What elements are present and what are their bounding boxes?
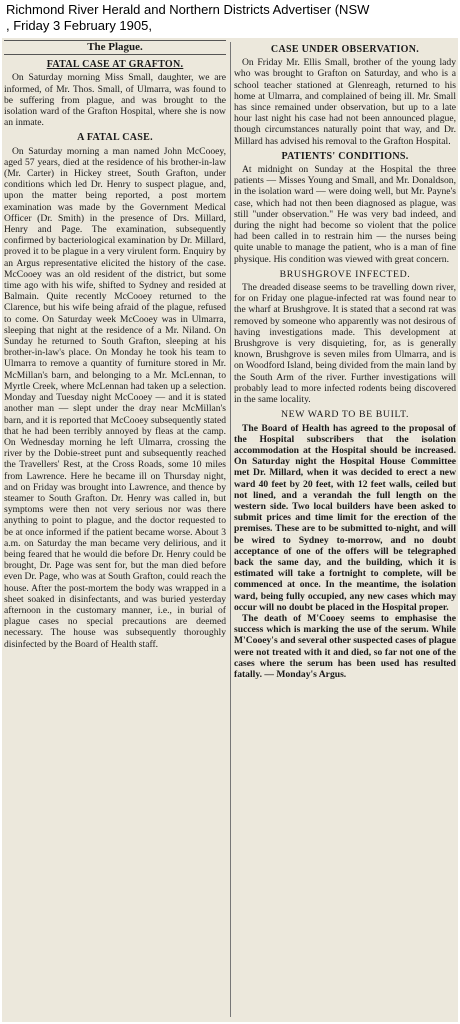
paragraph-new-ward: The Board of Health has agreed to the proposal of the Hospital subscribers that the isolation accommodation at the Hospital should be increased. On Saturday night the Hospital House Committee met Dr. Millard, when it was decided to erect a new ward 40 feet by 20 feet, with 12 feet walls, ceiled but not lined, and a verandah the full length on the western side. Two local builders have been asked to submit prices and time limit for the erection of the premises. These are to be submitted to-night, and will be wired to Sydney to-morrow, and no doubt acceptance of one of the offers will be telegraphed back the same day, and the building, which it is estimated will take a fortnight to complete, will be commenced at once. In the meantime, the isolation ward, being fully occupied, any new cases which may occur will no doubt be placed in the Hospital proper. bbox=[234, 422, 456, 613]
column-divider bbox=[230, 42, 231, 1017]
paragraph-serum: The death of M'Cooey seems to emphasise the success which is marking the use of the serum. While M'Cooey's and several other suspected cases of plague were not treated with it and died, so far not one of the cases where the serum has been used has resulted fatally. — Monday's Argus. bbox=[234, 612, 456, 680]
heading-a-fatal-case: A FATAL CASE. bbox=[77, 132, 153, 144]
left-column bbox=[4, 40, 226, 1018]
caption-line-2: , Friday 3 February 1905, bbox=[6, 18, 152, 33]
heading-brushgrove-infected: BRUSHGROVE INFECTED. bbox=[279, 268, 411, 280]
paragraph-mccooey: On Saturday morning a man named John McCooey, aged 57 years, died at the residence of his brother-in-law (Mr. Carter) in Hickey street, South Grafton, under conditions which led Dr. Henry to suspect plague, and, upon the matter being reported, a post mortem examination was made by the Government Medical Officer (Dr. Smith) in the presence of Drs. Millard, Henry and Page. The examination, subsequently confirmed by bacteriological examination by Dr. Millard, proved it to be plague in a very virulent form. Enquiry by an Argus representative elicited the history of the case. McCooey was an old resident of the district, but some time ago with his wife, shifted to Sydney and resided at Balmain. Quite recently McCooey returned to the Clarence, but his wife being afraid of the plague, refused to come. On Saturday week McCooey was in Ulmarra, sleeping that night at the residence of a Mr. Niland. On Sunday he returned to South Grafton, sleeping at his brother-in-law's place. On Monday he took his team to Ulmarra to remove a quantity of furniture stored in Mr. McMillan's barn, and belonging to a Mr. McLennan, to Myrtle Creek, where McLennan had taken up a selection. Monday and Tuesday night McCooey — and it is stated another man — slept under the dray near McMillan's barn, and it is reported that McCooey subsequently stated that he had been terribly annoyed by fleas at the camp. On Wednesday morning he left Ulmarra, crossing the river by the Dobie-street punt and subsequently reached the Travellers' Rest, at the Cross Roads, some 10 miles from Lawrence. Here he became ill on Thursday night, and on Friday was brought into Lawrence, and thence by steamer to South Grafton. Dr. Henry was called in, but symptoms were then not very serious nor was there anything to point to plague, and the doctor requested to be at once informed if the patient became worse. About 3 a.m. on Saturday the man became very delirious, and it being feared that he would die before Dr. Henry could be brought, Dr. Page was sent for, but the man died before even Dr. Page, who was at South Grafton, could reach the house. After the post-mortem the body was wrapped in a sheet soaked in disinfectants, and was buried yesterday afternoon in the customary manner, i.e., in burial of plague cases no special precautions are deemed necessary. The house was subsequently thoroughly disinfected by the Board of Health staff. bbox=[4, 145, 226, 650]
heading-new-ward: NEW WARD TO BE BUILT. bbox=[280, 409, 410, 421]
paragraph-brushgrove: The dreaded disease seems to be travelling down river, for on Friday one plague-infected rat was found near to the wharf at Brushgrove. It is stated that a second rat was removed by someone who apparently was not desirous of having investigations made. This development at Brushgrove is very disquieting, for, as is generally known, Brushgrove is seven miles from Ulmarra, and is on Woodford Island, being divided from the main land by the South Arm of the river. Further investigations will probably lead to more infected rodents being discovered in the same locality. bbox=[234, 282, 456, 406]
heading-case-under-observation: CASE UNDER OBSERVATION. bbox=[270, 44, 420, 55]
document-caption bbox=[6, 2, 456, 34]
paragraph-miss-small: On Saturday morning Miss Small, daughter, we are informed, of Mr. Thos. Small, of Ulmarra, was found to be suffering from plague, and was brought to the isolation ward of the Grafton Hospital, where she is now an inmate. bbox=[4, 72, 226, 129]
main-heading: The Plague. bbox=[4, 40, 226, 55]
heading-patients-conditions: PATIENTS' CONDITIONS. bbox=[281, 150, 409, 162]
paragraph-patients: At midnight on Sunday at the Hospital the three patients — Misses Young and Small, and Mr. Donaldson, in the isolation ward — were doing well, but Mr. Payne's case, which had not then been diagnosed as plague, was still "under observation." He was very bad indeed, and during the night had become so violent that the police had been called in to restrain him — the nurses being quite unable to manage the patient, who is a man of fine physique. His condition was viewed with great concern. bbox=[234, 164, 456, 265]
paragraph-ellis-small: On Friday Mr. Ellis Small, brother of the young lady who was brought to Grafton on Saturday, and who is a school teacher stationed at Glenreagh, returned to his home at Ulmarra, and complained of being ill. Mr. Small has since remained under observation, but up to a late hour last night his case had not been announced plague, though circumstances naturally point that way, and Dr. Millard has advised his removal to the Grafton Hospital. bbox=[234, 57, 456, 147]
heading-fatal-case-at-grafton: FATAL CASE AT GRAFTON. bbox=[46, 59, 184, 71]
newspaper-clipping bbox=[2, 38, 458, 1022]
right-column bbox=[234, 40, 456, 1018]
caption-line-1: Richmond River Herald and Northern Districts Advertiser (NSW bbox=[6, 2, 370, 17]
